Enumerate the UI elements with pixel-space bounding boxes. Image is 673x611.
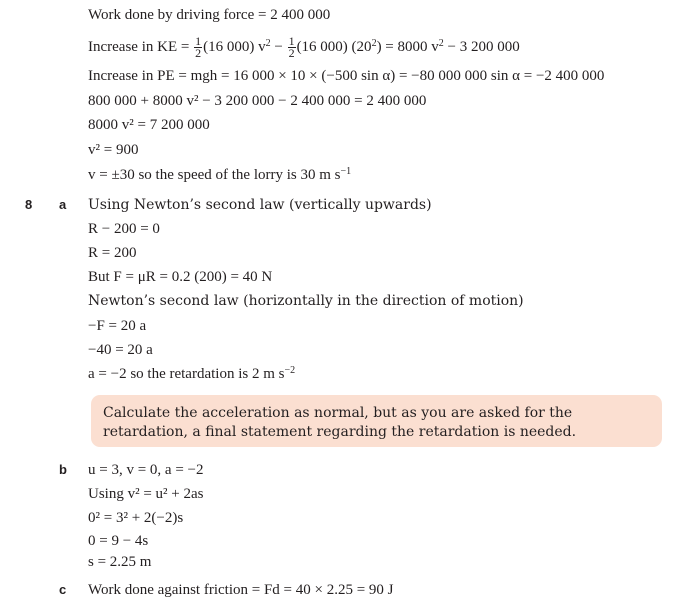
reaction-value-line: R = 200: [88, 245, 137, 261]
half-fraction: $\frac{1}{2}$: [195, 34, 202, 60]
part-a-label: a: [59, 197, 67, 212]
substitution-line: 0² = 3² + 2(−2)s: [88, 510, 184, 526]
suvat-values-line: u = 3, v = 0, a = −2: [88, 462, 204, 478]
v-squared-value-line: v² = 900: [88, 142, 139, 158]
question-number: 8: [25, 197, 33, 212]
ke-increase-line: Increase in KE = $\frac{1}{2}$ (16 000) $v^2$ − $\frac{1}{2}$ (16 000) $(20^2) = 8000$ $v^2 - 3$ 200 000: [88, 34, 520, 60]
tip-box: Calculate the acceleration as normal, but as you are asked for the retardation, a final statement regarding the retardation is needed.: [91, 395, 662, 447]
work-against-friction-line: Work done against friction = Fd = 40 × 2.25 = 90 J: [88, 582, 394, 598]
half-fraction-2: $\frac{1}{2}$: [288, 34, 295, 60]
retardation-result-line: a = −2 so the retardation is 2 m $s^{-2}$: [88, 365, 296, 382]
part-b-label: b: [59, 462, 67, 477]
simplification-line: 0 = 9 − 4s: [88, 533, 149, 549]
speed-result-line: v = ±30 so the speed of the lorry is 30 m $s^{-1}$: [88, 166, 352, 183]
v-squared-equation-line: 8000 v² = 7 200 000: [88, 117, 210, 133]
force-equation-line: −F = 20 a: [88, 318, 147, 334]
suvat-formula-line: Using v² = u² + 2as: [88, 486, 204, 502]
force-value-line: −40 = 20 a: [88, 342, 153, 358]
horizontal-intro-line: Newton’s second law (horizontally in the direction of motion): [88, 293, 524, 309]
friction-line: But F = μR = 0.2 (200) = 40 N: [88, 269, 273, 285]
work-done-line: Work done by driving force = 2 400 000: [88, 7, 331, 23]
vertical-equation-line: R − 200 = 0: [88, 221, 160, 237]
energy-equation-line: 800 000 + 8000 v² − 3 200 000 − 2 400 000 = 2 400 000: [88, 93, 427, 109]
part-a-intro: Using Newton’s second law (vertically upwards): [88, 197, 432, 213]
part-c-label: c: [59, 582, 67, 597]
pe-increase-line: Increase in PE = mgh = 16 000 × 10 × (−500 sin α) = −80 000 000 sin α = −2 400 000: [88, 68, 605, 84]
distance-result-line: s = 2.25 m: [88, 554, 152, 570]
